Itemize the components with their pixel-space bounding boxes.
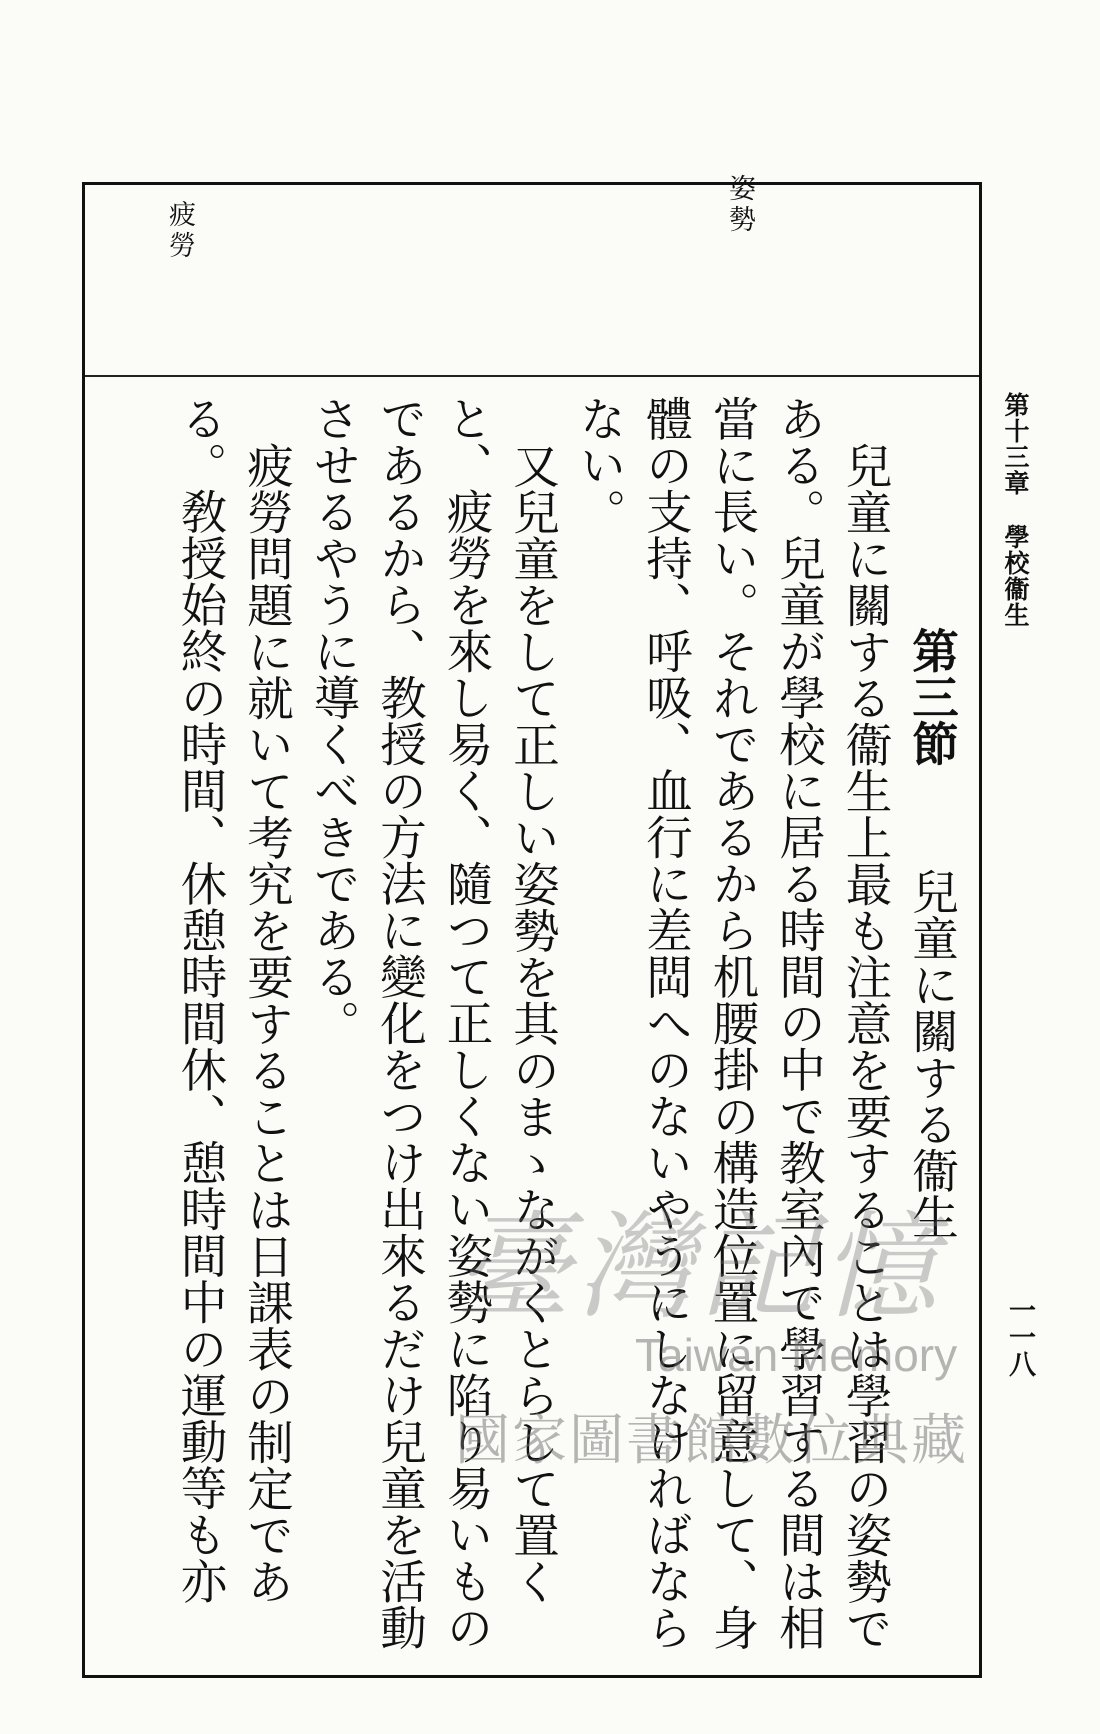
running-head-chapter: 第十三章 [1001, 392, 1030, 496]
watermark-main: 臺灣記憶 [455, 1200, 943, 1335]
running-head [1000, 392, 1030, 628]
watermark-english: Taiwan Memory [635, 1329, 958, 1381]
section-number: 第三節 [905, 627, 960, 767]
watermark-sub: 國家圖書館數位典藏 [455, 1408, 969, 1472]
paragraph-3: 疲勞問題に就いて考究を要することは日課表の制定である。敎授始終の時間、休憩時間休、憩時間中の運動等も亦 [173, 395, 294, 1604]
paragraph-1: 兒童に關する衞生上最も注意を要することは學習の姿勢である。兒童が學校に居る時間の中で教室內で學習する間は相當に長い。それであるから机腰掛の構造位置に留意して、身體の支持、呼吸、血行に差閊へのないやうにしなければならない。 [572, 395, 893, 1651]
margin-note-fatigue: 疲勞 [164, 200, 195, 262]
header-divider [85, 375, 979, 377]
running-head-title: 學校衞生 [1001, 524, 1030, 628]
paragraph-2: 又兒童をして正しい姿勢を其のまゝながくとらして置くと、疲勞を來し易く、隨つて正しくない姿勢に陷り易いものであるから、教授の方法に變化をつけ出來るだけ兒童を活動させるやうに導くべきである。 [306, 395, 560, 1651]
body-text [125, 395, 965, 1665]
section-title: 兒童に關する衞生 [905, 867, 959, 1240]
page-number: 一一八 [1004, 1296, 1035, 1377]
section-heading [899, 395, 966, 1665]
margin-note-posture: 姿勢 [724, 174, 755, 236]
